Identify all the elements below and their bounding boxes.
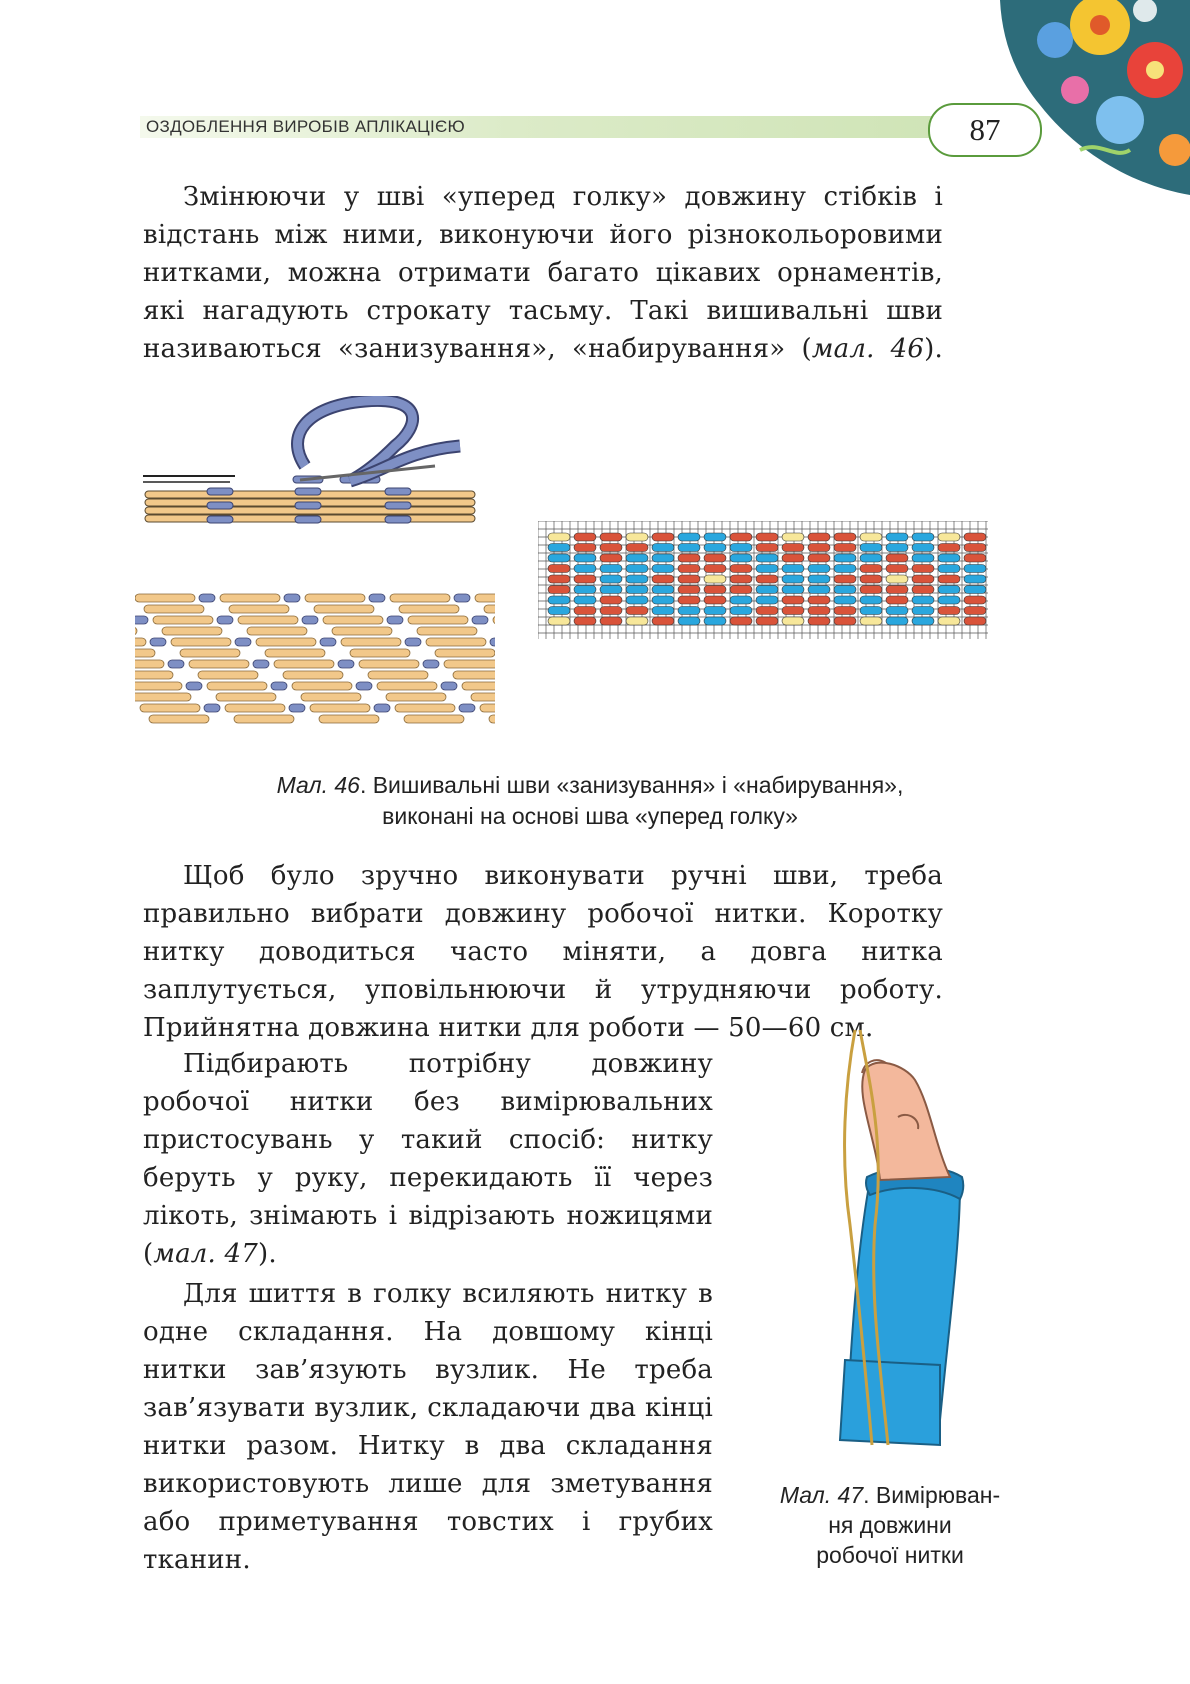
- figure-46-caption-line1: . Вишивальні шви «занизування» і «набирування»,: [359, 772, 904, 798]
- paragraph-1-text: Змінюючи у шві «уперед голку» довжину стібків і відстань між ними, виконуючи його різнокольоровими нитками, можна отримати багато цікавих орнаментів, які нагадують строкату тасьму. Такі вишивальні шви називаються «занизування», «набирування» (: [143, 182, 943, 364]
- figure-47-label: Мал. 47: [779, 1482, 864, 1508]
- page-number: 87: [928, 103, 1042, 157]
- floral-corner-decoration: [980, 0, 1190, 200]
- diagonal-stitch-pattern: [135, 586, 495, 726]
- figure-47-reference: мал. 47: [153, 1239, 258, 1269]
- figure-46-reference: мал. 46: [811, 334, 925, 364]
- paragraph-3-text: Підбирають потрібну довжину робочої нитки без вимірювальних пристосувань у такий спосіб: нитку беруть у руку, перекидають її через лікоть, знімають і відрізають ножицями (: [143, 1049, 713, 1269]
- paragraph-1: [143, 178, 943, 368]
- figure-47-caption-line2: ня довжини: [828, 1512, 952, 1538]
- grid-stitch-pattern: [538, 521, 988, 639]
- figure-46-caption: [160, 770, 1020, 832]
- running-stitch-illustration: [135, 396, 485, 526]
- arm-measuring-thread-illustration: [810, 1025, 1020, 1465]
- figure-47-caption-line1: . Вимірюван-: [863, 1482, 1001, 1508]
- paragraph-4: Для шиття в голку всиляють нитку в одне складання. На довшому кінці нитки зав’язують вузлик. Не треба зав’язувати вузлик, складаючи два кінці нитки разом. Нитку в два складання використовують лише для зметування або приметування товстих і грубих тканин.: [143, 1279, 713, 1575]
- figure-46-caption-line2: виконані на основі шва «уперед голку»: [382, 803, 798, 829]
- figure-46-label: Мал. 46: [276, 772, 360, 798]
- figure-47-caption-line3: робочої нитки: [816, 1542, 964, 1568]
- paragraph-1-end: ).: [924, 334, 943, 364]
- figure-47-caption: [740, 1480, 1040, 1570]
- paragraph-2: Щоб було зручно виконувати ручні шви, треба правильно вибрати довжину робочої нитки. Коротку нитку доводиться часто міняти, а довга нитка заплутується, уповільнюючи й утрудняючи роботу. Прийнятна довжина нитки для роботи — 50—60 см.: [143, 861, 943, 1043]
- section-title: ОЗДОБЛЕННЯ ВИРОБІВ АПЛІКАЦІЄЮ: [146, 117, 465, 136]
- paragraph-3: [143, 1045, 713, 1273]
- paragraph-3-end: ).: [257, 1239, 277, 1269]
